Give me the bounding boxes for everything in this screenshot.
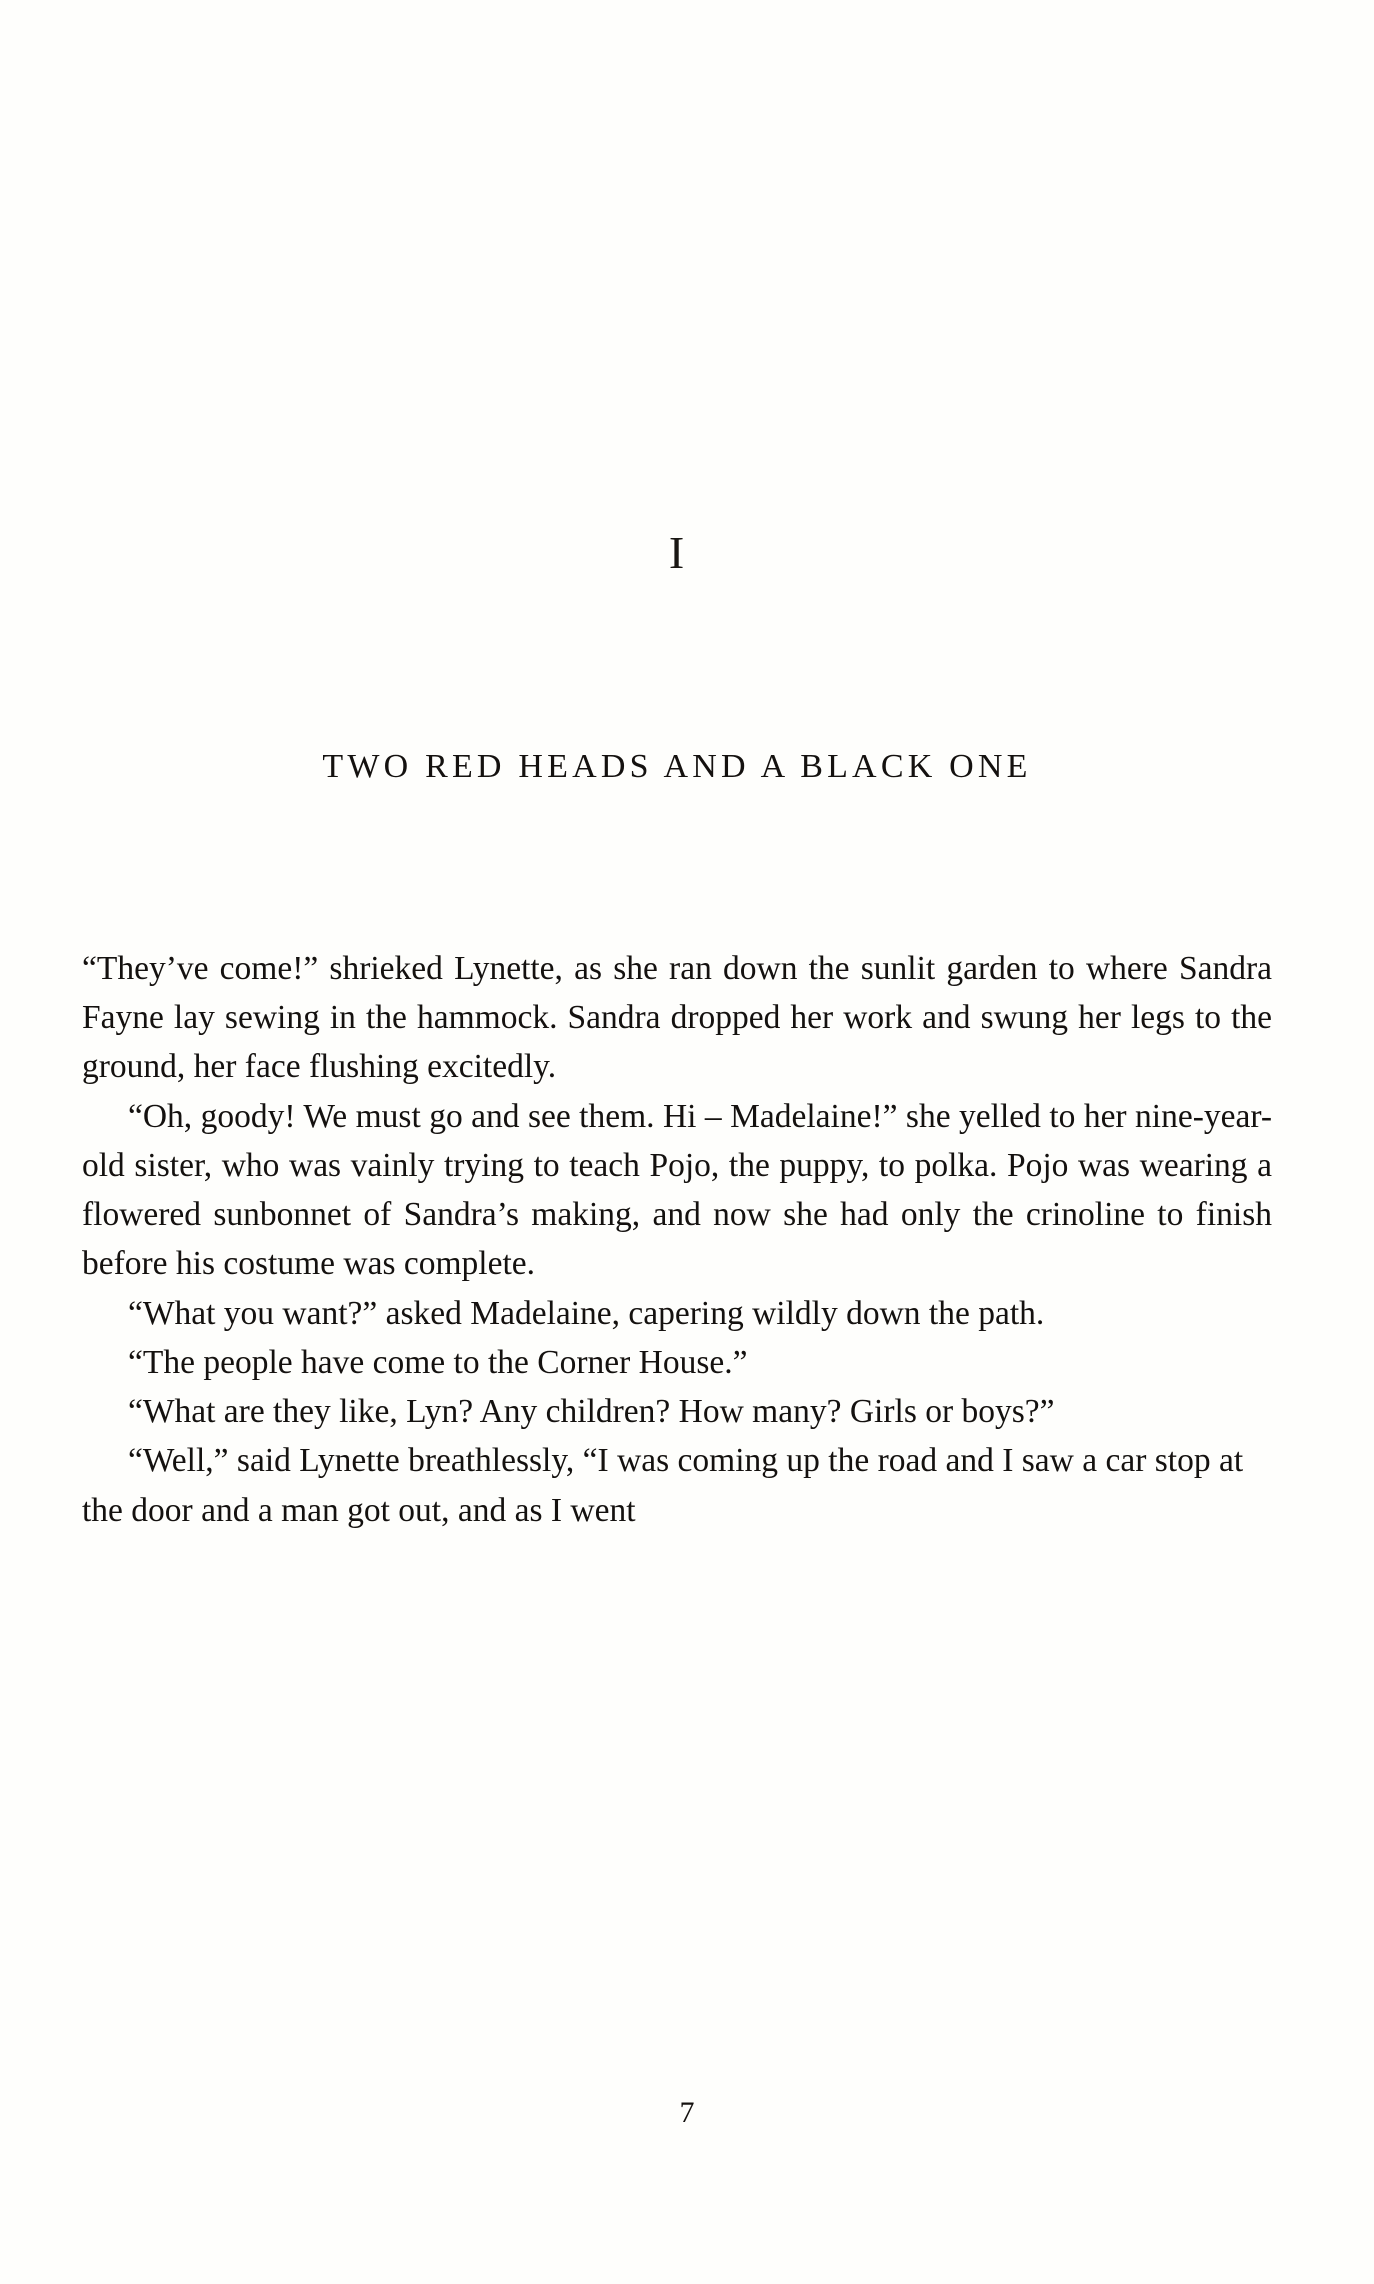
chapter-title: TWO RED HEADS AND A BLACK ONE xyxy=(322,748,1032,785)
body-text xyxy=(82,944,1272,1535)
page-content xyxy=(82,0,1272,1535)
paragraph: “What you want?” asked Madelaine, capering wildly down the path. xyxy=(128,1294,1045,1332)
paragraph: “What are they like, Lyn? Any children? How many? Girls or boys?” xyxy=(128,1393,1055,1431)
paragraph: “Well,” said Lynette breathlessly, “I was coming up the road and I saw a car stop at the door and a man got out, and as I went xyxy=(82,1442,1244,1529)
page-number: 7 xyxy=(679,2096,695,2129)
paragraph: “Oh, goody! We must go and see them. Hi – Madelaine!” she yelled to her nine-year-old sister, who was vainly trying to teach Pojo, the puppy, to polka. Pojo was wearing a flowered sunbonnet of Sandra’s making, and now she had only the crinoline to finish before his costume was complete. xyxy=(82,1097,1272,1283)
paragraph: “They’ve come!” shrieked Lynette, as she ran down the sunlit garden to where Sandra Fayne lay sewing in the hammock. Sandra dropped her work and swung her legs to the ground, her face flushing excitedly. xyxy=(82,950,1272,1086)
chapter-number: I xyxy=(668,527,686,578)
paragraph: “The people have come to the Corner House.” xyxy=(128,1343,748,1381)
